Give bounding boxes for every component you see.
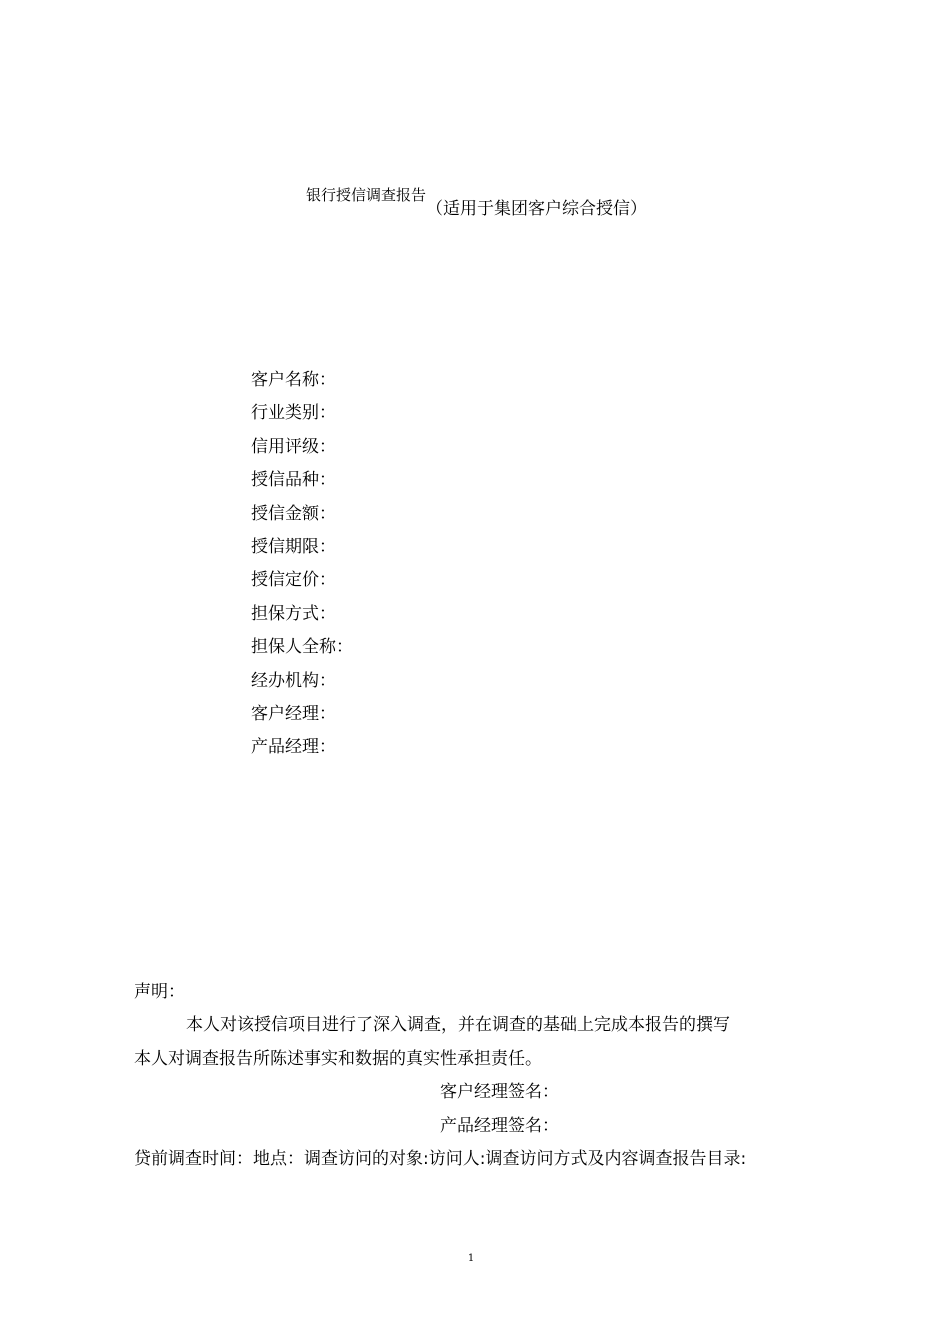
product-manager-signature: 产品经理签名： [440, 1115, 559, 1136]
field-guarantor-full-name: 担保人全称： [251, 637, 353, 658]
field-customer-manager: 客户经理： [251, 703, 336, 724]
field-product-manager: 产品经理： [251, 737, 336, 758]
declaration-body-line-2: 本人对调查报告所陈述事实和数据的真实性承担责任。 [134, 1048, 542, 1069]
field-credit-pricing: 授信定价： [251, 570, 336, 591]
declaration-body-line-1: 本人对该授信项目进行了深入调查，并在调查的基础上完成本报告的撰写 [186, 1015, 730, 1036]
survey-info-line: 贷前调查时间：地点：调查访问的对象:访问人:调查访问方式及内容调查报告目录: [134, 1148, 747, 1169]
customer-manager-signature: 客户经理签名： [440, 1082, 559, 1103]
declaration-heading: 声明： [134, 982, 185, 1002]
report-info-fields [251, 368, 353, 769]
field-customer-name: 客户名称： [251, 370, 336, 390]
field-credit-amount: 授信金额： [251, 503, 336, 524]
field-guarantee-method: 担保方式： [251, 603, 336, 624]
field-handling-institution: 经办机构： [251, 670, 336, 691]
report-title-subtitle: （适用于集团客户综合授信） [426, 199, 647, 219]
page-number: 1 [467, 1253, 475, 1264]
field-industry-category: 行业类别： [251, 403, 336, 424]
report-title-main: 银行授信调查报告 [306, 186, 427, 204]
field-credit-rating: 信用评级： [251, 436, 336, 457]
field-credit-product: 授信品种： [251, 470, 336, 491]
field-credit-term: 授信期限： [251, 536, 336, 557]
declaration-section [134, 980, 814, 1180]
